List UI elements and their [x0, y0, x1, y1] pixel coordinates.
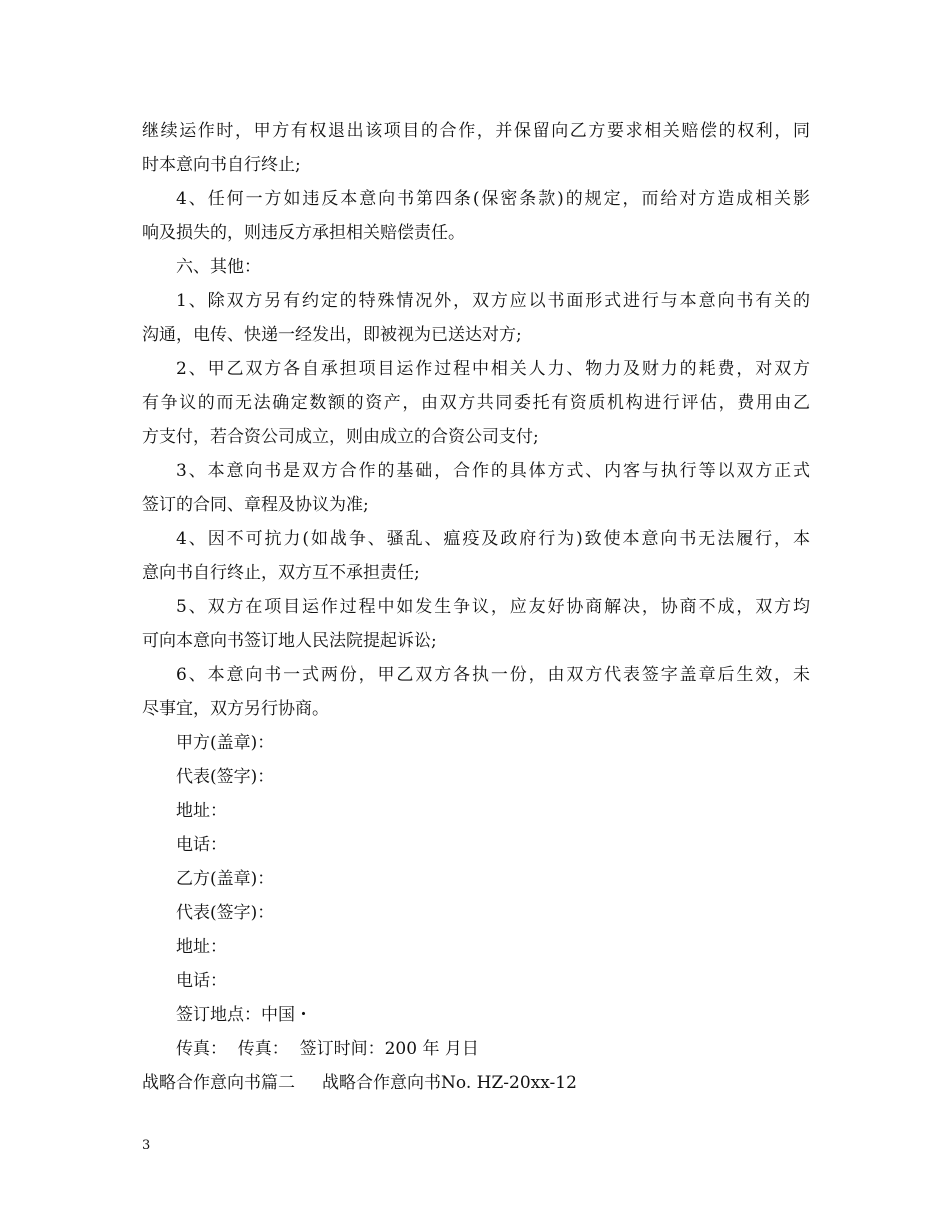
document-line: 六、其他： [176, 257, 261, 277]
document-line: 代表(签字)： [176, 767, 275, 787]
document-line: 沟通，电传、快递一经发出，即被视为已送达对方; [142, 325, 522, 345]
document-line: 乙方(盖章)： [176, 869, 275, 889]
document-line: 4、因不可抗力(如战争、骚乱、瘟疫及政府行为)致使本意向书无法履行，本 [176, 529, 810, 549]
document-line: 5、双方在项目运作过程中如发生争议，应友好协商解决，协商不成，双方均 [176, 597, 810, 617]
document-line: 有争议的而无法确定数额的资产，由双方共同委托有资质机构进行评估，费用由乙 [142, 393, 810, 413]
document-line: 可向本意向书签订地人民法院提起诉讼; [142, 631, 437, 651]
page-number: 3 [142, 1138, 151, 1153]
document-line: 4、任何一方如违反本意向书第四条(保密条款)的规定，而给对方造成相关影 [176, 189, 810, 209]
document-line: 电话： [176, 971, 227, 991]
document-line: 甲方(盖章)： [176, 733, 275, 753]
document-line: 签订地点：中国・ [176, 1005, 312, 1025]
document-line: 3、本意向书是双方合作的基础，合作的具体方式、内客与执行等以双方正式 [176, 461, 810, 481]
document-line: 2、甲乙双方各自承担项目运作过程中相关人力、物力及财力的耗费，对双方 [176, 359, 810, 379]
document-line: 时本意向书自行终止; [142, 155, 301, 175]
document-line: 签订的合同、章程及协议为准; [142, 495, 369, 515]
document-line: 传真： 传真： 签订时间：200 年 月日 [176, 1039, 479, 1059]
document-line: 6、本意向书一式两份，甲乙双方各执一份，由双方代表签字盖章后生效，未 [176, 665, 810, 685]
document-body [142, 114, 810, 1100]
document-line: 尽事宜，双方另行协商。 [142, 699, 329, 719]
document-line: 1、除双方另有约定的特殊情况外，双方应以书面形式进行与本意向书有关的 [176, 291, 810, 311]
document-line: 地址： [176, 801, 227, 821]
document-line: 响及损失的，则违反方承担相关赔偿责任。 [142, 223, 465, 243]
document-line: 继续运作时，甲方有权退出该项目的合作，并保留向乙方要求相关赔偿的权利，同 [142, 121, 810, 141]
document-line: 代表(签字)： [176, 903, 275, 923]
document-line: 电话： [176, 835, 227, 855]
document-line: 意向书自行终止，双方互不承担责任; [142, 563, 420, 583]
document-line: 战略合作意向书篇二 战略合作意向书No. HZ-20xx-12 [142, 1073, 577, 1093]
document-line: 方支付，若合资公司成立，则由成立的合资公司支付; [142, 427, 539, 447]
document-line: 地址： [176, 937, 227, 957]
